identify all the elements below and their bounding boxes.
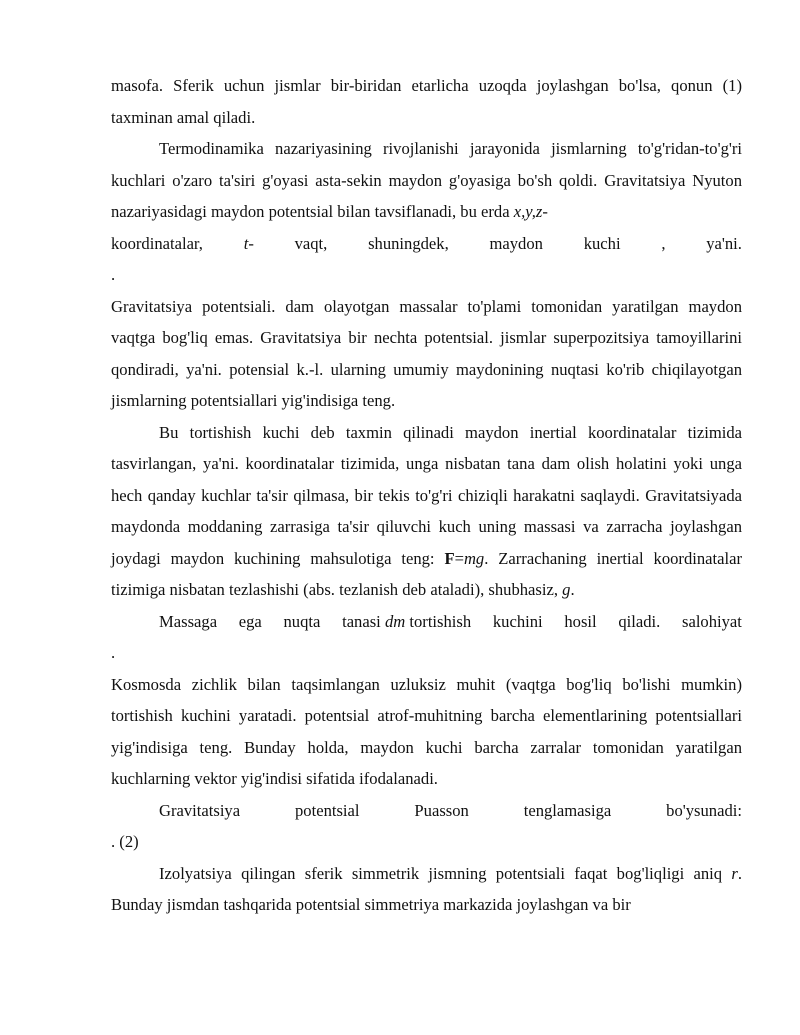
paragraph-1: masofa. Sferik uchun jismlar bir-biridan etarlicha uzoqda joylashgan bo'lsa, qonun (1) taxminan amal qiladi. — [111, 76, 742, 127]
paragraph-8 — [111, 858, 742, 921]
equation-number: . (2) — [111, 832, 139, 851]
word: qiladi. — [618, 611, 661, 631]
paragraph-2-dash: - — [542, 202, 548, 221]
word: kuchini — [492, 611, 543, 631]
word: salohiyat — [682, 611, 742, 631]
paragraph-5-line — [111, 606, 742, 638]
paragraph-2-last-line — [111, 228, 742, 260]
paragraph-2-text: Termodinamika nazariyasining rivojlanishi jarayonida jismlarning to'g'ridan-to'g'ri kuchlari o'zaro ta'siri g'oyasi asta-sekin maydon g'oyasiga bo'sh qoldi. Gravitatsiya Nyuton nazariyasidagi maydon potentsial bilan tavsiflanadi, bu erda — [111, 139, 742, 221]
word: , — [661, 233, 666, 253]
dm-symbol: dm — [384, 611, 406, 631]
word: Massaga — [159, 611, 218, 631]
paragraph-6: Kosmosda zichlik bilan taqsimlangan uzluksiz muhit (vaqtga bog'liq bo'lishi mumkin) tortishish kuchini yaratadi. potentsial atrof-muhitning barcha elementlarining potentsiallari yig'indisiga teng. Bunday holda, maydon kuchi barcha zarralar tomonidan yaratilgan kuchlarning vektor yig'indisi sifatida ifodalanadi. — [111, 674, 742, 788]
word: Puasson — [414, 800, 469, 820]
formula-dot: . — [111, 643, 116, 662]
word: koordinatalar, — [111, 233, 203, 253]
word: maydon — [489, 233, 543, 253]
paragraph-2 — [111, 133, 742, 228]
word-t: t- — [243, 233, 254, 253]
r-symbol: r — [731, 863, 738, 883]
paragraph-4-end: . — [570, 580, 575, 599]
paragraph-8-text: Izolyatsiya qilingan sferik simmetrik jismning potentsiali faqat bog'liqligi aniq — [159, 863, 732, 883]
paragraph-7-line — [111, 795, 742, 827]
word-tanasi: tanasi — [342, 611, 381, 631]
word-tortishish: tortishish — [409, 611, 472, 631]
paragraph-4-text: Bu tortishish kuchi deb taxmin qilinadi maydon inertial koordinatalar tizimida tasvirlangan, ya'ni. koordinatalar tizimida, unga nisbatan tana dam olish holatini yoki unga hech qanday kuchlar ta'sir qilmasa, bir tekis to'g'ri chiziqli harakatni saqlaydi. Gravitatsiyada maydonda moddaning zarrasiga ta'sir qiluvchi kuch uning massasi va zarracha joylashgan joydagi maydon kuchining mahsulotiga teng: — [111, 422, 742, 568]
word: Gravitatsiya — [159, 800, 241, 820]
word: ega — [238, 611, 262, 631]
word: hosil — [564, 611, 597, 631]
mg-symbol: mg — [463, 548, 485, 568]
word: nuqta — [283, 611, 321, 631]
word — [342, 606, 471, 638]
g-symbol: g — [562, 580, 571, 599]
formula-dot: . — [111, 265, 116, 284]
word: potentsial — [295, 800, 360, 820]
force-symbol: F — [444, 548, 455, 568]
paragraph-4-text-2: . Zarrachaning inertial koordinatalar tizimiga nisbatan tezlashishi (abs. tezlanish deb ataladi), shubhasiz, — [111, 548, 742, 599]
word: tenglamasiga — [523, 800, 612, 820]
paragraph-4 — [111, 417, 742, 606]
paragraph-3: Gravitatsiya potentsiali. dam olayotgan massalar to'plami tomonidan yaratilgan maydon vaqtga bog'liq emas. Gravitatsiya bir nechta potentsial. jismlar superpozitsiya tamoyillarini qondiradi, ya'ni. potensial k.-l. ularning umumiy maydonining nuqtasi ko'rib chiqilayotgan jismlarning potentsiallari yig'indisiga teng. — [111, 296, 742, 410]
word: shuningdek, — [368, 233, 449, 253]
word: vaqt, — [294, 233, 328, 253]
xyz-variables: x,y,z — [513, 202, 543, 221]
word: kuchi — [583, 233, 621, 253]
document-page — [111, 70, 742, 921]
equals-sign: = — [454, 548, 464, 568]
paragraph-8-text-2: . Bunday jismdan tashqarida potentsial simmetriya markazida joylashgan va bir — [111, 863, 742, 914]
word: ya'ni. — [706, 233, 742, 253]
word: bo'ysunadi: — [666, 800, 742, 820]
